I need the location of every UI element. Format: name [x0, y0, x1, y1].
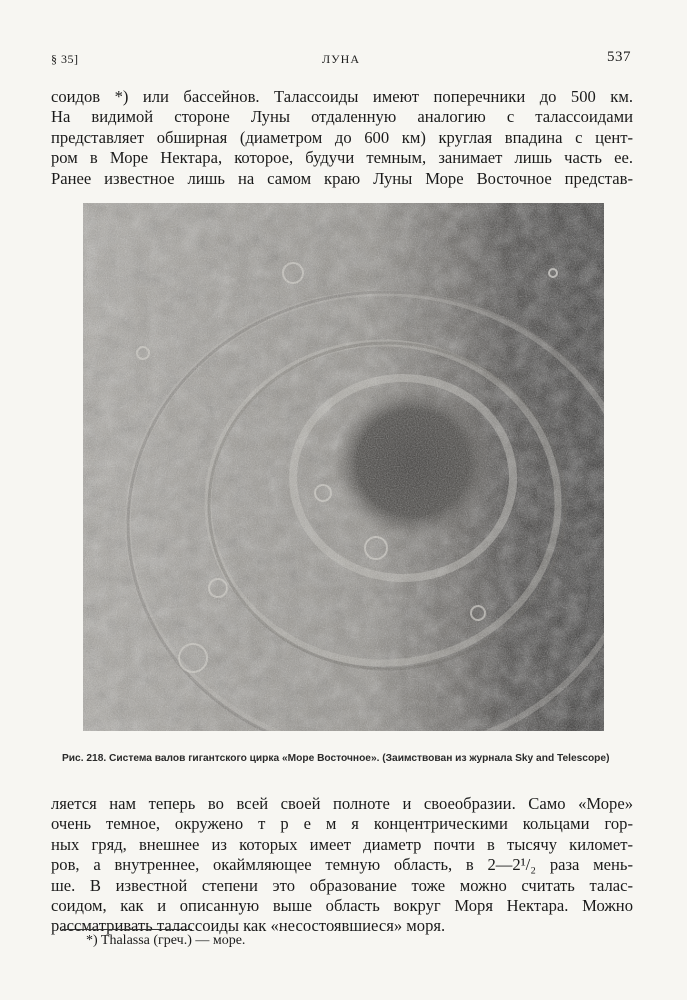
paragraph-top — [51, 87, 633, 189]
text-line: ных гряд, внешнее из которых имеет диаметр почти в тысячу километ- — [51, 834, 633, 854]
text-line: Ранее известное лишь на самом краю Луны Море Восточное представ- — [51, 168, 633, 188]
running-header — [51, 50, 631, 70]
page-number: 537 — [607, 49, 631, 65]
paragraph-bottom — [51, 794, 633, 937]
text-line: соидов *) или бассейнов. Талассоиды имеют поперечники до 500 км. — [51, 87, 633, 106]
text-line: очень темное, окружено т р е м я концентрическими кольцами гор- — [51, 814, 633, 834]
text-line: На видимой стороне Луны отдаленную аналогию с талассоидами — [51, 107, 633, 127]
running-title: ЛУНА — [322, 52, 360, 66]
text-line: рассматривать талассоиды как «несостоявшиеся» моря. — [51, 916, 446, 936]
footnote: *) Thalassa (греч.) — море. — [86, 933, 246, 948]
moon-surface-image — [83, 203, 604, 731]
section-number: § 35] — [51, 52, 79, 66]
text-line: соидом, как и описанную выше область вокруг Моря Нектара. Можно — [51, 895, 633, 915]
text-line: представляет обширная (диаметром до 600 км) круглая впадина с цент- — [51, 127, 633, 147]
lunar-photograph — [83, 203, 604, 731]
text-line: ляется нам теперь во всей своей полноте и своеобразии. Само «Море» — [51, 794, 633, 813]
text-line: ром в Море Нектара, которое, будучи темным, занимает лишь часть ее. — [51, 148, 633, 168]
text-line: ше. В известной степени это образование тоже можно считать талас- — [51, 875, 633, 895]
footnote-rule — [62, 929, 192, 930]
text-line: ров, а внутреннее, окаймляющее темную область, в 2—2¹/₂ раза мень- — [51, 855, 633, 875]
figure-caption: Рис. 218. Система валов гигантского цирка «Море Восточное». (Заимствован из журнала Sky and Telescope) — [62, 753, 610, 764]
